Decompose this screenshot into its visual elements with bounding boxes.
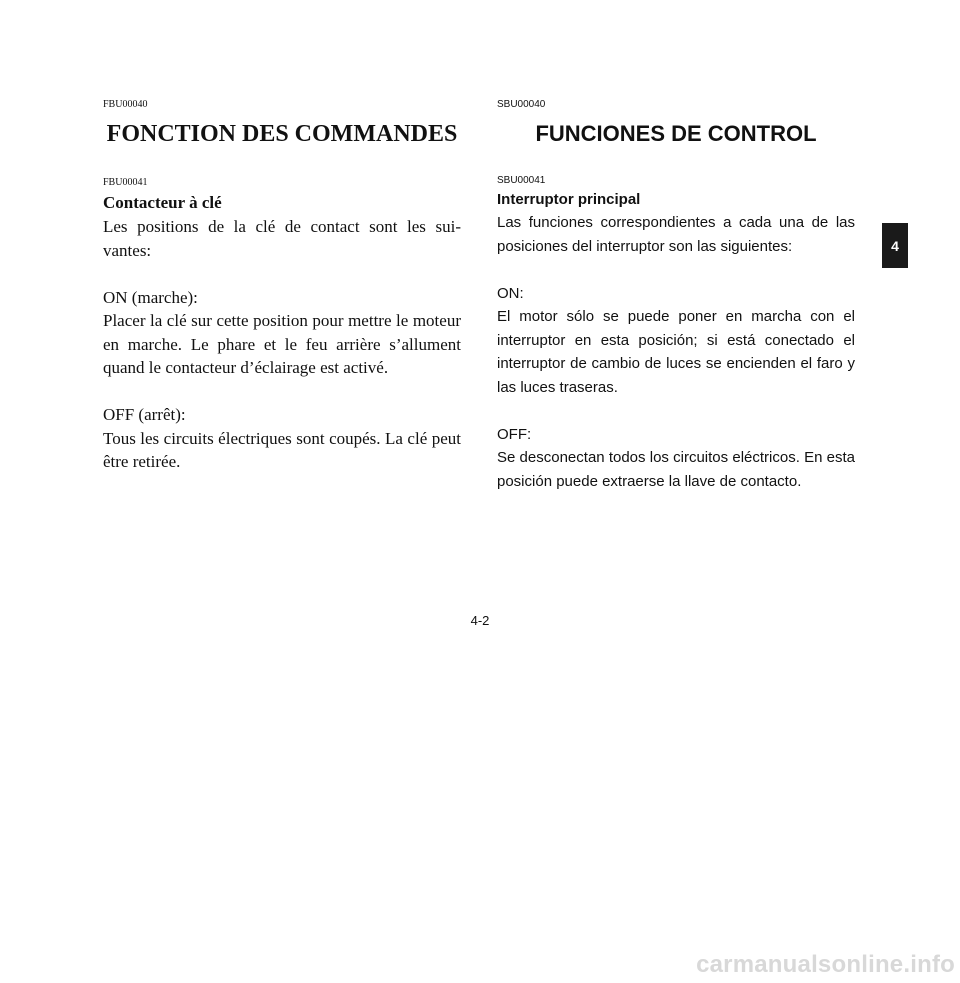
subsection-heading: Interruptor principal: [497, 191, 641, 208]
on-description: Placer la clé sur cette position pour mettre le moteur en marche. Le phare et le feu arrière s’allument quand le contacteur d’éclairage est activé.: [103, 311, 461, 377]
chapter-tab: 4: [882, 223, 908, 268]
section-code: FBU00040: [103, 99, 148, 110]
section-title: FUNCIONES DE CONTROL: [535, 121, 817, 146]
section-code: SBU00040: [497, 99, 546, 110]
page-number: 4-2: [470, 613, 490, 628]
subsection-code: SBU00041: [497, 175, 546, 186]
off-label: OFF:: [497, 425, 532, 443]
spanish-column: [497, 98, 855, 493]
on-description: El motor sólo se puede poner en marcha con el interruptor en esta posición; si está conectado el interruptor de cambio de luces se encienden el faro y las luces traseras.: [497, 308, 855, 396]
off-description: Tous les circuits électriques sont coupés. La clé peut être retirée.: [103, 428, 461, 471]
section-title: FONCTION DES COMMANDES: [106, 121, 458, 147]
on-label: ON (marche):: [103, 287, 198, 307]
french-column: [103, 98, 461, 474]
on-label: ON:: [497, 284, 524, 302]
off-description: Se desconectan todos los circuitos eléctricos. En esta posición puede extraerse la llave de contacto.: [497, 449, 855, 490]
watermark: carmanualsonline.info: [696, 951, 955, 978]
off-label: OFF (arrêt):: [103, 405, 186, 424]
subsection-heading: Contacteur à clé: [103, 193, 222, 212]
subsection-code: FBU00041: [103, 177, 148, 188]
intro-text: Les positions de la clé de contact sont les sui- vantes:: [103, 217, 461, 260]
intro-text: Las funciones correspondientes a cada una de las posiciones del interruptor son las siguientes:: [497, 214, 855, 255]
